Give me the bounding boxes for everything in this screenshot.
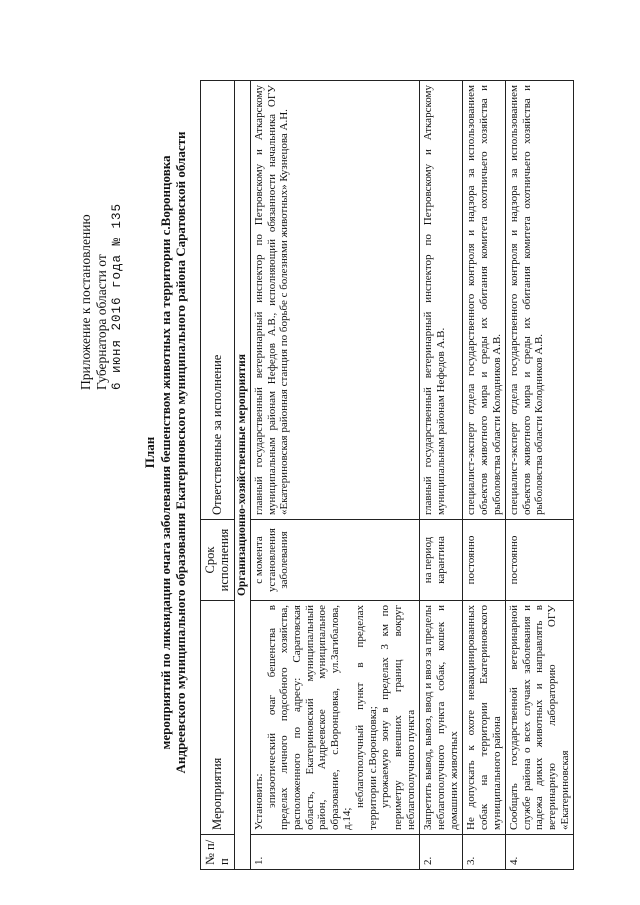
document-title xyxy=(142,0,189,905)
title-heading: План xyxy=(142,436,157,469)
row-action: Запретить вывод, вывоз, ввод и ввоз за пределы неблагополучного пункта собак, кошек и домашних животных xyxy=(420,601,463,835)
appendix-block xyxy=(78,30,125,390)
row-responsible: специалист-эксперт отдела государственного контроля и надзора за использованием объектов животного мира и среды их обитания комитета охотничьего хозяйства и рыболовства области Колодников А.В. xyxy=(506,81,574,520)
row-num: 3. xyxy=(463,835,506,870)
row-num: 4. xyxy=(506,835,574,870)
row-responsible: специалист-эксперт отдела государственного контроля и надзора за использованием объектов животного мира и среды их обитания комитета охотничьего хозяйства и рыболовства области Колодников А.В. xyxy=(463,81,506,520)
row-responsible: главный государственный ветеринарный инспектор по Петровскому и Аткарскому муниципальным районам Нефедов А.В. xyxy=(420,81,463,520)
row-term: постоянно xyxy=(506,520,574,601)
measures-table xyxy=(200,80,574,870)
section-title: Организационно-хозяйственные мероприятия xyxy=(234,81,250,870)
header-term: Срок исполнения xyxy=(201,520,235,601)
table-header-row xyxy=(201,81,235,870)
row-term: с момента установления заболевания xyxy=(250,520,419,601)
action-intro: Установить: xyxy=(252,773,265,830)
appendix-line-1: Приложение к постановлению xyxy=(78,214,93,390)
row-term: постоянно xyxy=(463,520,506,601)
title-line-1: мероприятий по ликвидации очага заболевания бешенством животных на территории с.Воронцовка xyxy=(157,155,173,750)
header-action: Мероприятия xyxy=(201,601,235,835)
row-term: на период карантина xyxy=(420,520,463,601)
header-num: № п/п xyxy=(201,835,235,870)
table-row xyxy=(250,81,419,870)
table-row xyxy=(463,81,506,870)
header-responsible: Ответственные за исполнение xyxy=(201,81,235,520)
title-line-2: Андреевского муниципального образования Екатериновского муниципального района Саратовской области xyxy=(173,131,189,774)
appendix-line-3: 6 июня 2016 года № 135 xyxy=(110,202,125,390)
section-row xyxy=(234,81,250,870)
row-action: Сообщать государственной ветеринарной службе района о всех случаях заболевания и падежа диких животных и направлять в ветеринарную лабораторию ОГУ «Екатериновская xyxy=(506,601,574,835)
row-num: 1. xyxy=(250,835,419,870)
action-paragraph: неблагополучный пункт в пределах территории с.Воронцовка; xyxy=(354,605,379,830)
action-paragraph: эпизоотический очаг бешенства в пределах личного подсобного хозяйства, расположенного по адресу: Саратовская область, Екатериновский муниципальный район, Андреевское муниципальное образование, с.Воронцовка, ул.Загибалова, д.14; xyxy=(265,605,354,830)
appendix-line-2: Губернатора области от xyxy=(94,254,110,390)
table-row xyxy=(420,81,463,870)
table-row xyxy=(506,81,574,870)
row-action: Не допускать к охоте невакцинированных собак на территории Екатериновского муниципального района xyxy=(463,601,506,835)
row-action xyxy=(250,601,419,835)
action-paragraph: угрожаемую зону в пределах 3 км по периметру внешних границ вокруг неблагополучного пункта xyxy=(379,605,417,830)
row-responsible: главный государственный ветеринарный инспектор по Петровскому и Аткарскому муниципальным районам Нефедов А.В., исполняющий обязанности начальника ОГУ «Екатериновская районная станция по борьбе с болезнями животных» Кузнецова А.Н. xyxy=(250,81,419,520)
row-num: 2. xyxy=(420,835,463,870)
